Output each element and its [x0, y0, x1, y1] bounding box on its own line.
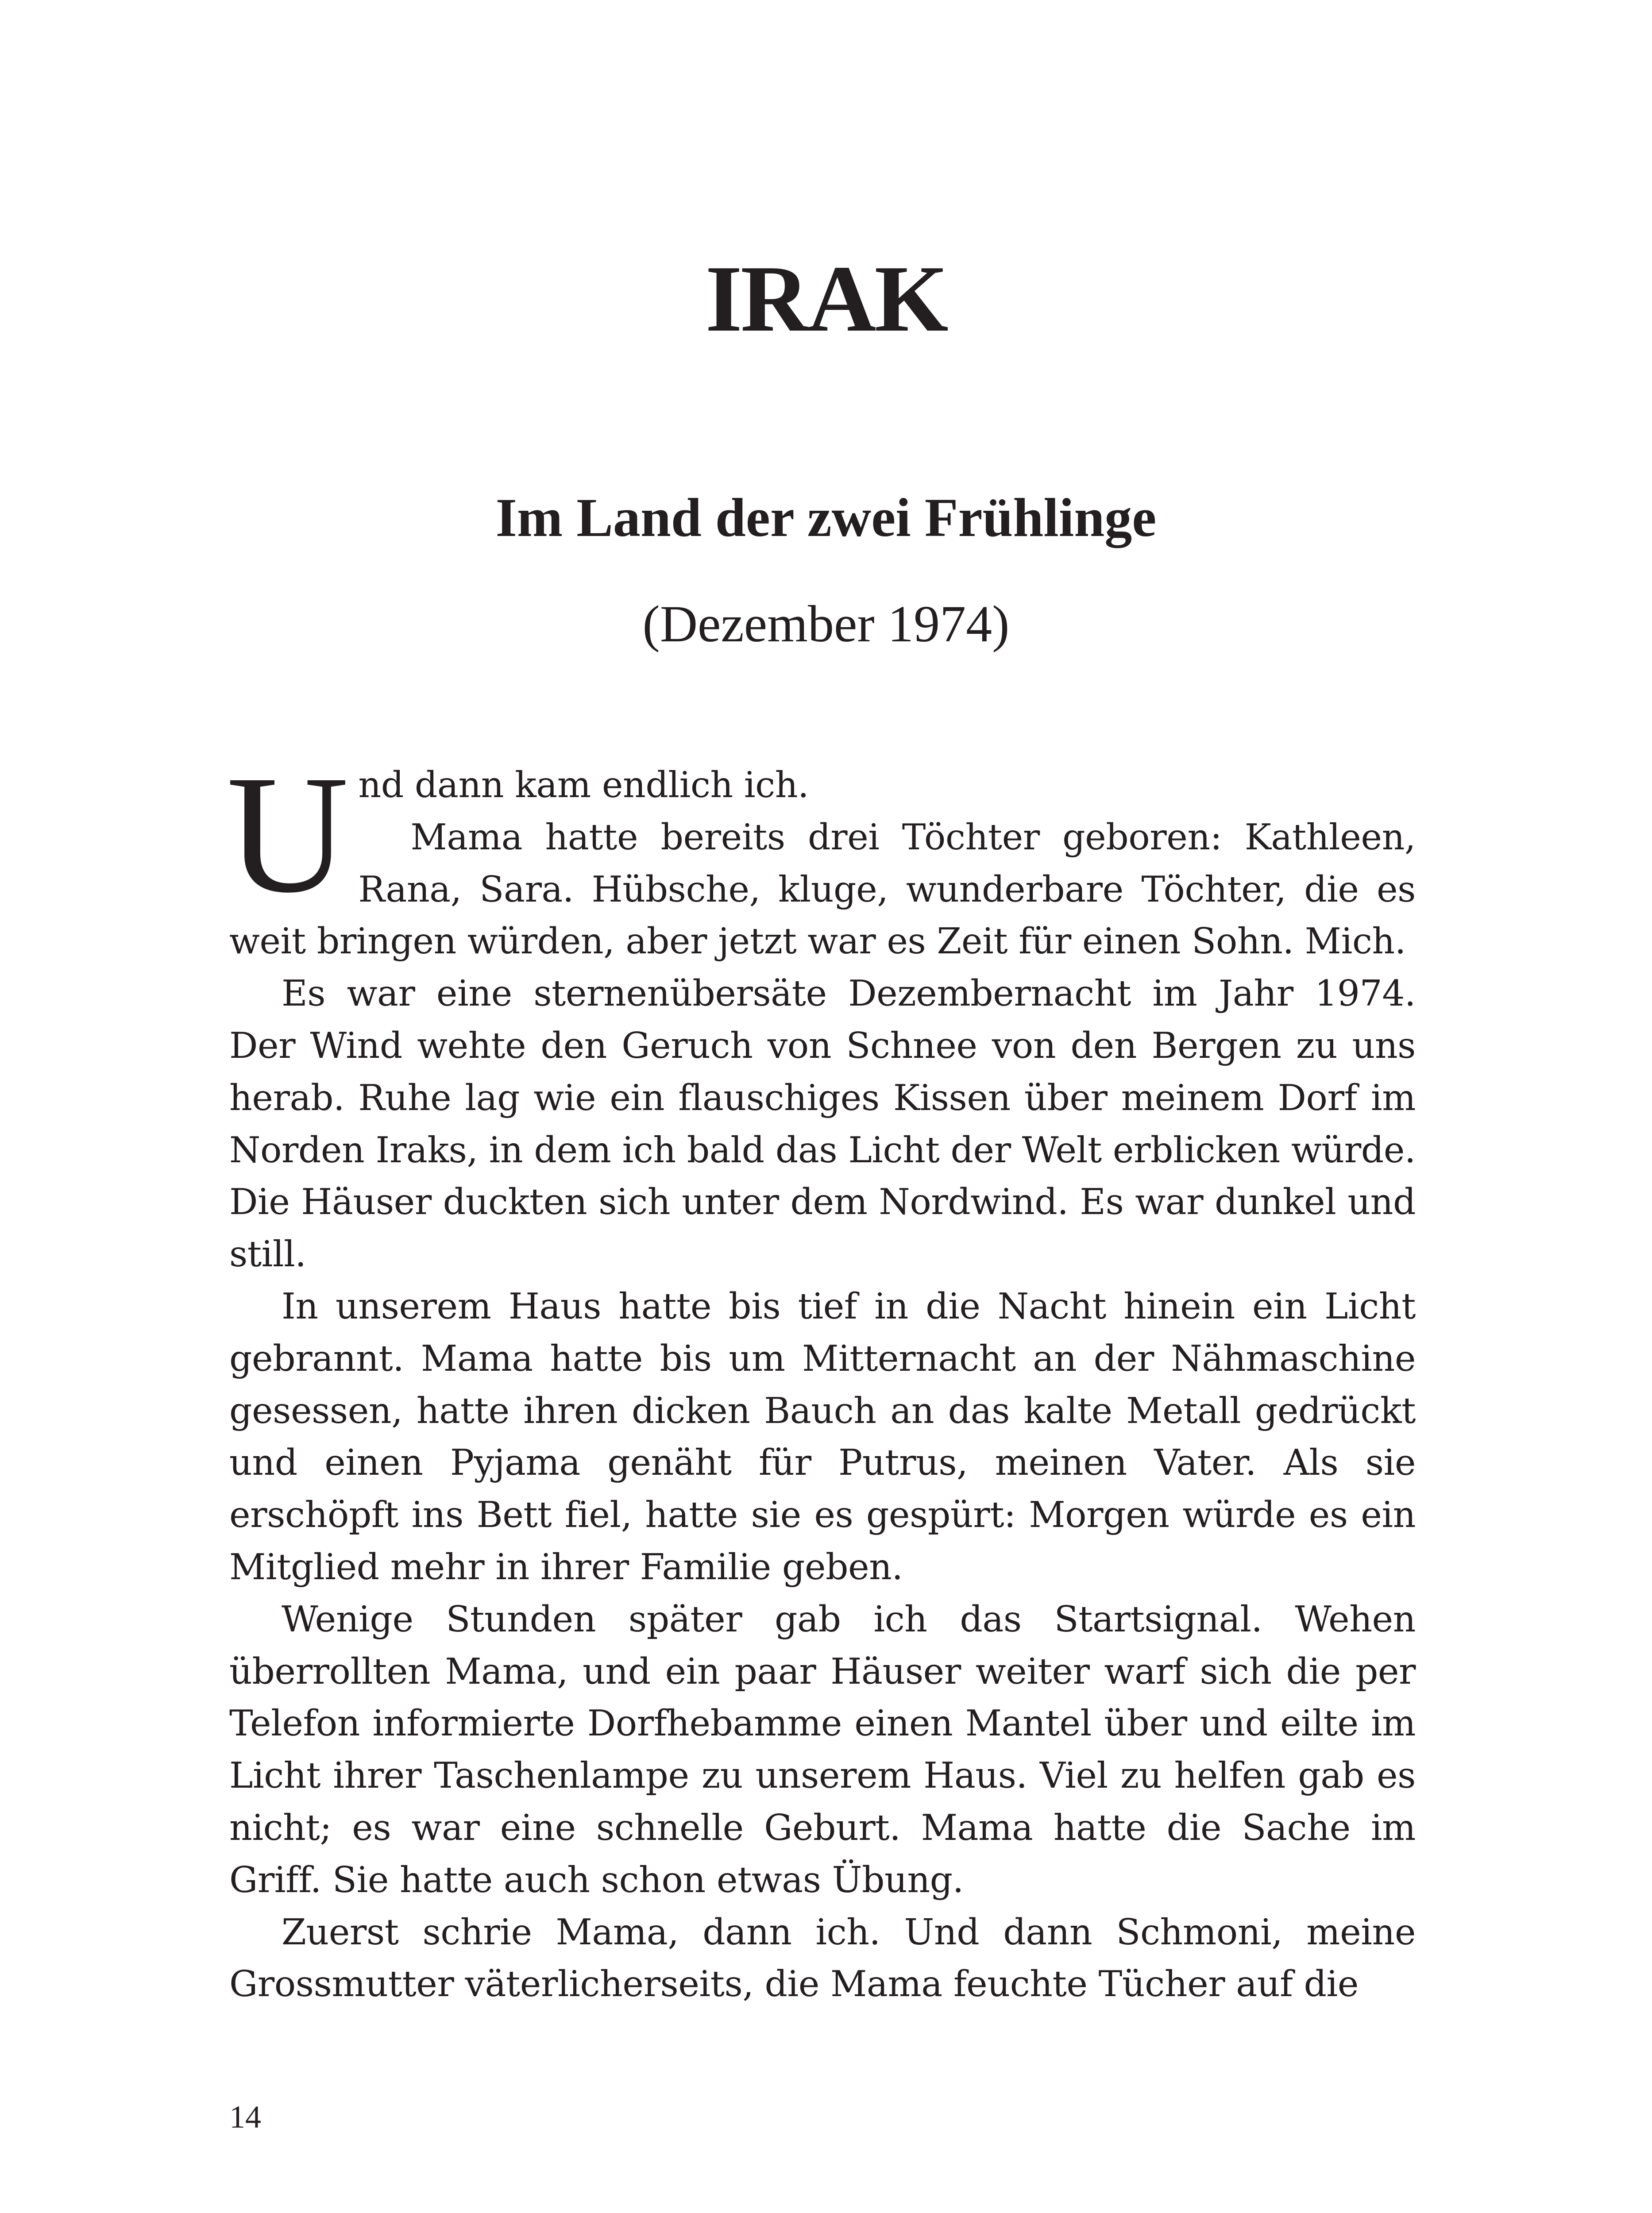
opening-paragraph-rest: Mama hatte bereits drei Töchter geboren: Kathleen, Rana, Sara. Hübsche, kluge, wunderbare Töchter, die es weit bringen würden, aber jetzt war es Zeit für einen Sohn. Mich.	[229, 816, 1416, 962]
part-title: IRAK	[705, 246, 947, 351]
chapter-date: (Dezember 1974)	[642, 595, 1010, 653]
paragraph-opening	[227, 740, 1416, 968]
paragraph: Wenige Stunden später gab ich das Startsignal. Wehen überrollten Mama, und ein paar Häuser weiter warf sich die per Telefon informierte Dorfhebamme einen Mantel über und eilte im Licht ihrer Taschenlampe zu unserem Haus. Viel zu helfen gab es nicht; es war eine schnelle Geburt. Mama hatte die Sache im Griff. Sie hatte auch schon etwas Übung.	[229, 1598, 1416, 1901]
paragraph: Es war eine sternenübersäte Dezembernacht im Jahr 1974. Der Wind wehte den Geruch von Schnee von den Bergen zu uns herab. Ruhe lag wie ein flauschiges Kissen über meinem Dorf im Norden Iraks, in dem ich bald das Licht der Welt erblicken würde. Die Häuser duckten sich unter dem Nordwind. Es war dunkel und still.	[229, 972, 1416, 1275]
chapter-title: Im Land der zwei Frühlinge	[495, 487, 1157, 548]
drop-cap: U	[227, 740, 349, 928]
body-text	[227, 740, 1416, 2010]
paragraph: In unserem Haus hatte bis tief in die Nacht hinein ein Licht gebrannt. Mama hatte bis um Mitternacht an der Nähmaschine gesessen, hatte ihren dicken Bauch an das kalte Metall gedrückt und einen Pyjama genäht für Putrus, meinen Vater. Als sie erschöpft ins Bett fiel, hatte sie es gespürt: Morgen würde es ein Mitglied mehr in ihrer Familie geben.	[229, 1285, 1416, 1588]
page-number: 14	[229, 2099, 261, 2135]
opening-line: nd dann kam endlich ich.	[358, 764, 809, 806]
paragraph: Zuerst schrie Mama, dann ich. Und dann Schmoni, meine Grossmutter väterlicherseits, die Mama feuchte Tücher auf die	[229, 1911, 1416, 2005]
